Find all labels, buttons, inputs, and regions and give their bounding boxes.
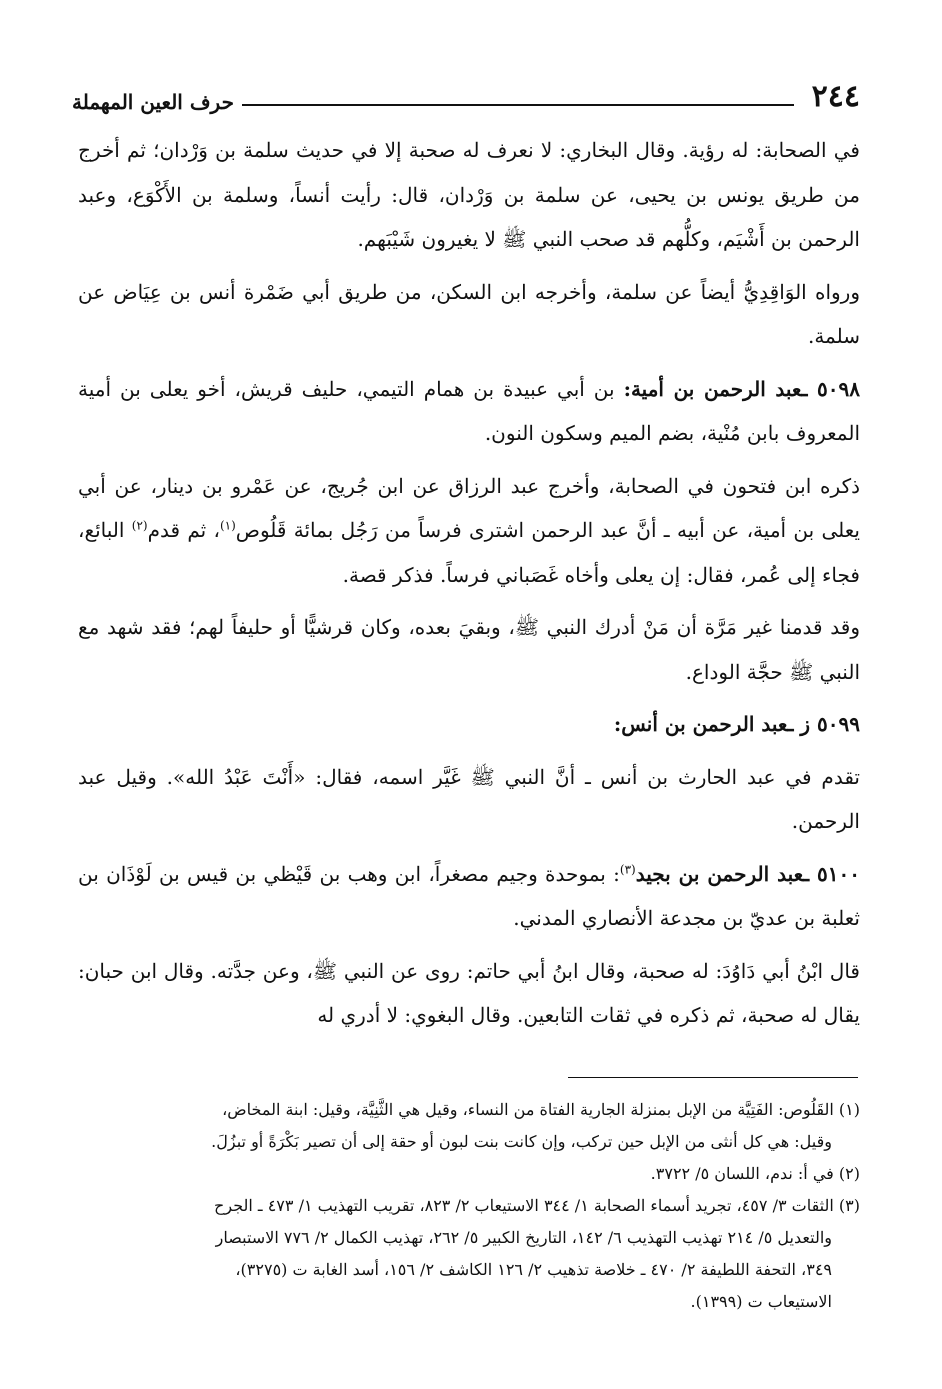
footnote-rule bbox=[568, 1077, 858, 1078]
footnote-marker: (٣) bbox=[619, 861, 636, 876]
footnote-3-continued: الاستيعاب ت (١٣٩٩). bbox=[690, 1292, 832, 1311]
paragraph bbox=[78, 464, 860, 598]
footnotes bbox=[72, 1094, 860, 1318]
footnote-marker: (١) bbox=[219, 518, 236, 533]
entry-heading: عبد الرحمن بن بجيد bbox=[635, 861, 804, 886]
footnote-3-continued: والتعديل ٥/ ٢١٤ تهذيب التهذيب ٦/ ١٤٢، التاريخ الكبير ٥/ ٢٦٢، تهذيب الكمال ٢/ ٧٧٦ الاستبصار bbox=[215, 1228, 832, 1247]
running-title: حرف العين المهملة bbox=[72, 90, 234, 114]
paragraph-text: ذكره ابن فتحون في الصحابة، وأخرج عبد الرزاق عن ابن جُريج، عن عَمْرو بن دينار، عن أبي يعلى بن أمية، عن أبيه ـ أنَّ عبد الرحمن اشترى فرساً من رَجُل بمائة قَلُوص bbox=[78, 473, 860, 542]
footnote-2: (٢) في أ: ندم، اللسان ٥/ ٣٧٢٢. bbox=[650, 1164, 860, 1183]
entry-number: ٥٠٩٩ ز ـ bbox=[787, 712, 860, 736]
entry-5099 bbox=[78, 702, 860, 747]
entry-5098 bbox=[78, 367, 860, 456]
paragraph: وقد قدمنا غير مَرَّة أن مَنْ أدرك النبي ﷺ، وبقيَ بعده، وكان قرشيًّا أو حليفاً لهم؛ فقد شهد مع النبي ﷺ حجَّة الوداع. bbox=[78, 615, 860, 684]
footnote-3-continued: ٣٤٩، التحفة اللطيفة ٢/ ٤٧٠ ـ خلاصة تذهيب ٢/ ١٢٦ الكاشف ٢/ ١٥٦، أسد الغابة ت (٣٢٧٥)، bbox=[235, 1260, 832, 1279]
entry-heading: عبد الرحمن بن أنس: bbox=[613, 712, 788, 736]
paragraph: تقدم في عبد الحارث بن أنس ـ أنَّ النبي ﷺ غَيَّر اسمه، فقال: «أَنْتَ عَبْدُ الله». وقيل عبد الرحمن. bbox=[78, 764, 860, 833]
entry-text: بن أبي عبيدة بن همام التيمي، حليف قريش، أخو يعلى بن أمية المعروف بابن مُنْية، بضم الميم وسكون النون. bbox=[78, 376, 860, 445]
footnote-3: (٣) الثقات ٣/ ٤٥٧، تجريد أسماء الصحابة ١/ ٣٤٤ الاستيعاب ٢/ ٨٢٣، تقريب التهذيب ١/ ٤٧٣ ـ الجرح bbox=[214, 1196, 860, 1215]
footnote-marker: (٢) bbox=[131, 518, 148, 533]
entry-text: : بموحدة وجيم مصغراً، ابن وهب بن قَيْظي بن قيس بن لَوْذَان بن ثعلبة بن عديّ بن مجدعة الأنصاري المدني. bbox=[78, 861, 860, 930]
footnote-1-continued: وقيل: هي كل أنثى من الإبل حين تركب، وإن كانت بنت لبون أو حقة إلى أن تصير بَكْرَةً أو تبزُلَ. bbox=[211, 1132, 832, 1151]
paragraph-text: ، ثم قدم bbox=[147, 518, 220, 542]
entry-number: ٥١٠٠ ـ bbox=[803, 861, 860, 886]
paragraph: قال ابْنُ أبي دَاوُدَ: له صحبة، وقال ابنُ أبي حاتم: روى عن النبي ﷺ، وعن جدَّته. وقال ابن حبان: يقال له صحبة، ثم ذكره في ثقات التابعين. وقال البغوي: لا أدري له bbox=[78, 958, 860, 1027]
paragraph: في الصحابة: له رؤية. وقال البخاري: لا نعرف له صحبة إلا في حديث سلمة بن وَرْدان؛ ثم أخرج من طريق يونس بن يحيى، عن سلمة بن وَرْدان، قال: رأيت أنساً، وسلمة بن الأَكْوَع، وعبد الرحمن بن أَشْيَم، وكلُّهم قد صحب النبي ﷺ لا يغيرون شَيْبَهم. bbox=[78, 138, 860, 251]
main-text bbox=[78, 128, 860, 1038]
page-number: ٢٤٤ bbox=[811, 79, 860, 114]
entry-5100 bbox=[78, 852, 860, 941]
entry-number: ٥٠٩٨ ـ bbox=[801, 376, 860, 401]
footnote-1: (١) القَلُوص: الفَتِيَّة من الإبل بمنزلة الجارية الفتاة من النساء، وقيل هي الثَّنِيَّة، وقيل: ابنة المخاض، bbox=[222, 1100, 860, 1119]
header-rule bbox=[242, 104, 794, 106]
paragraph-text: البائع، فجاء إلى عُمر، فقال: إن يعلى وأخاه غَصَباني فرساً. فذكر قصة. bbox=[78, 518, 860, 587]
page-header bbox=[72, 72, 860, 112]
paragraph: ورواه الوَاقِدِيُّ أيضاً عن سلمة، وأخرجه ابن السكن، من طريق أبي ضَمْرة أنس بن عِيَاض عن سلمة. bbox=[78, 279, 860, 348]
entry-heading: عبد الرحمن بن أمية: bbox=[623, 376, 802, 401]
